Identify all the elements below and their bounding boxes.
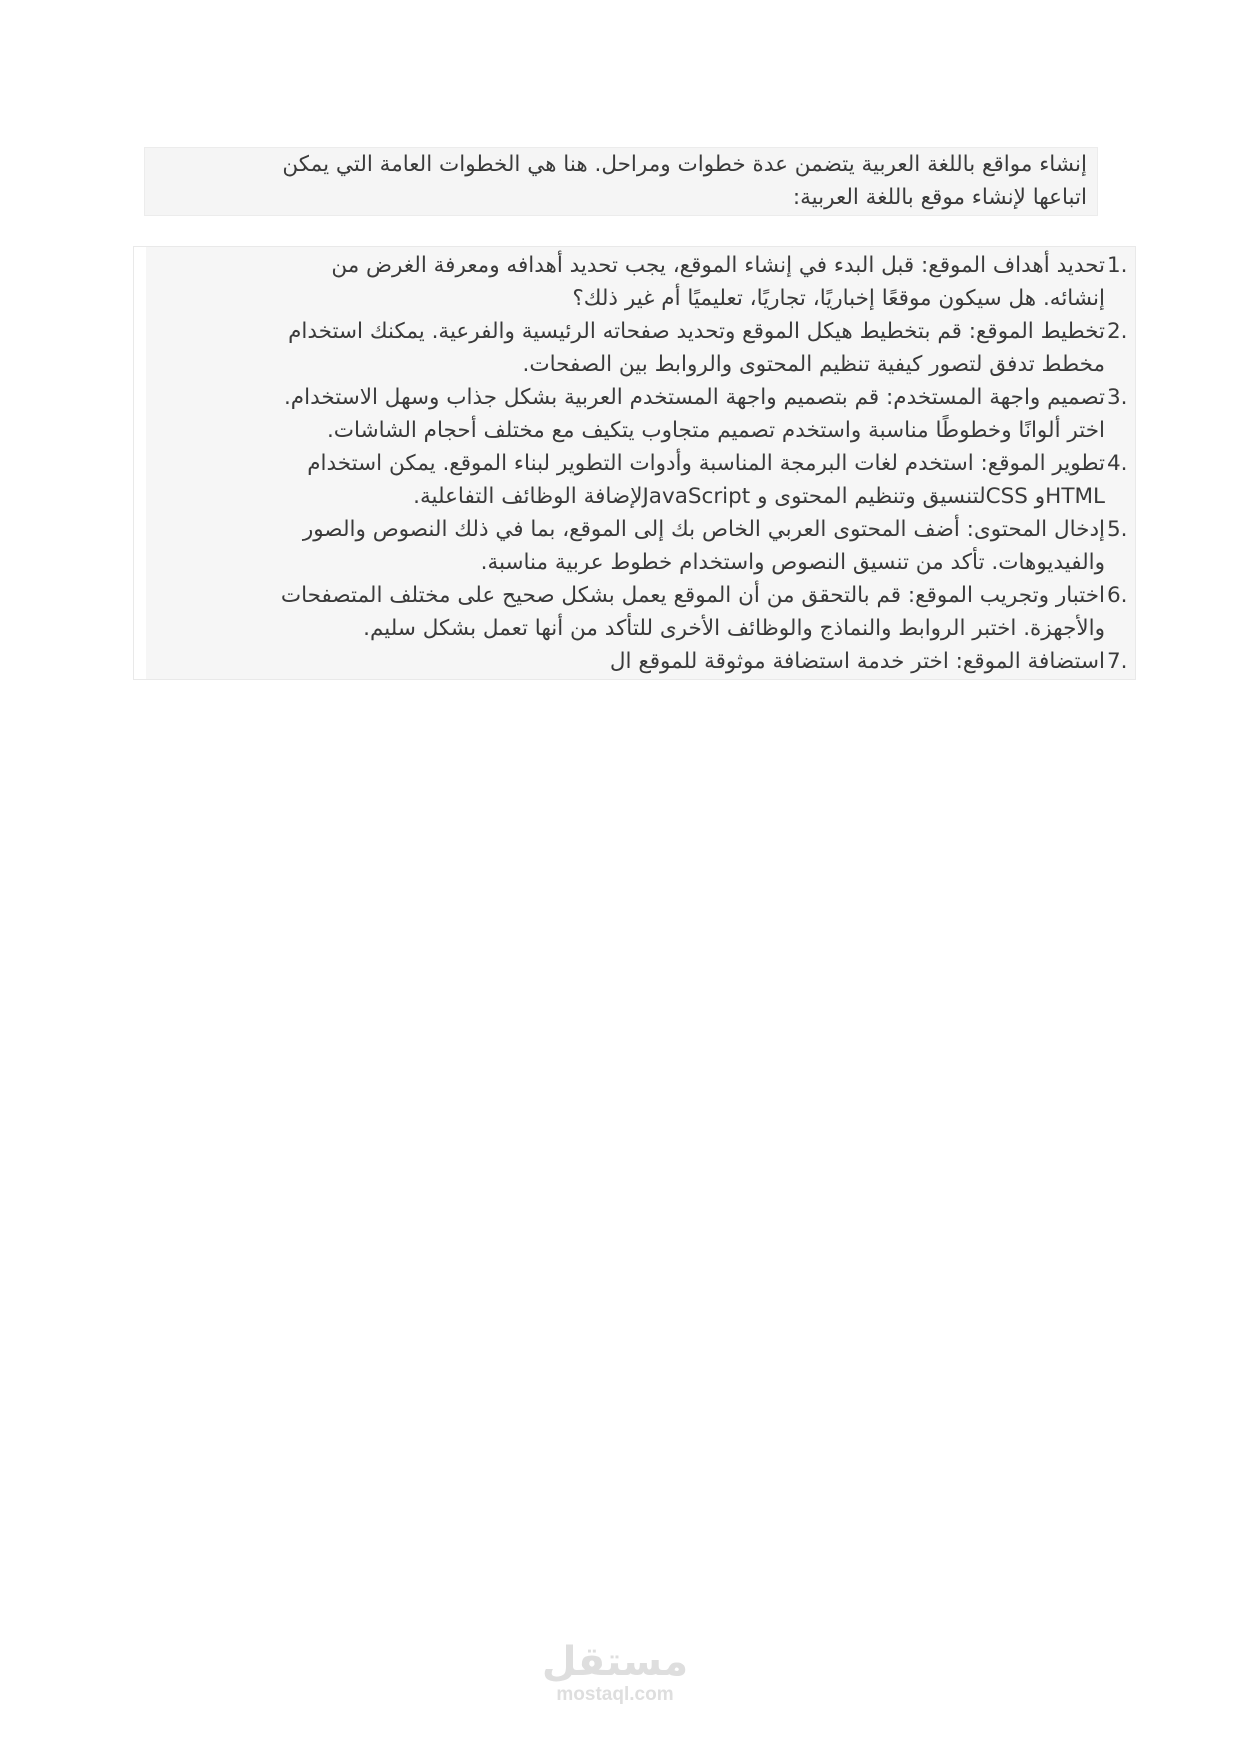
list-marker: 4. [1107, 451, 1128, 476]
list-marker: 6. [1107, 583, 1128, 608]
list-marker: 3. [1107, 385, 1128, 410]
list-item-step-5 [146, 513, 1135, 579]
step-line: والأجهزة. اختبر الروابط والنماذج والوظائف الأخرى للتأكد من أنها تعمل بشكل سليم. [363, 616, 1105, 641]
list-item-step-6 [146, 579, 1135, 645]
step-line: اختبار وتجريب الموقع: قم بالتحقق من أن الموقع يعمل بشكل صحيح على مختلف المتصفحات [280, 583, 1105, 608]
watermark-domain: mostaql.com [556, 1684, 674, 1705]
step-line: مخطط تدفق لتصور كيفية تنظيم المحتوى والروابط بين الصفحات. [522, 352, 1105, 377]
step-line: استضافة الموقع: اختر خدمة استضافة موثوقة للموقع ال [609, 649, 1105, 674]
steps-list-body [146, 247, 1135, 679]
step-line: والفيديوهات. تأكد من تنسيق النصوص واستخدام خطوط عربية مناسبة. [480, 550, 1105, 575]
list-item-step-3 [146, 381, 1135, 447]
list-marker: 1. [1107, 253, 1128, 278]
list-item-step-7 [146, 645, 1135, 678]
step-line: إنشائه. هل سيكون موقعًا إخباريًا، تجاريًا، تعليميًا أم غير ذلك؟ [572, 286, 1105, 311]
intro-line-1: إنشاء مواقع باللغة العربية يتضمن عدة خطوات ومراحل. هنا هي الخطوات العامة التي يمكن [282, 152, 1087, 177]
list-marker: 5. [1107, 517, 1128, 542]
step-line: إدخال المحتوى: أضف المحتوى العربي الخاص بك إلى الموقع، بما في ذلك النصوص والصور [302, 517, 1105, 542]
step-line: HTMLو CSSلتنسيق وتنظيم المحتوى و JavaScriptلإضافة الوظائف التفاعلية. [413, 484, 1105, 509]
step-line: تطوير الموقع: استخدم لغات البرمجة المناسبة وأدوات التطوير لبناء الموقع. يمكن استخدام [307, 451, 1105, 476]
step-line: تخطيط الموقع: قم بتخطيط هيكل الموقع وتحديد صفحاته الرئيسية والفرعية. يمكنك استخدام [288, 319, 1105, 344]
list-item-step-4 [146, 447, 1135, 513]
steps-list [133, 246, 1136, 680]
list-item-step-2 [146, 315, 1135, 381]
step-line: تحديد أهداف الموقع: قبل البدء في إنشاء الموقع، يجب تحديد أهدافه ومعرفة الغرض من [331, 253, 1105, 278]
intro-line-2: اتباعها لإنشاء موقع باللغة العربية: [792, 185, 1087, 210]
intro-paragraph [144, 147, 1098, 216]
step-line: اختر ألوانًا وخطوطًا مناسبة واستخدم تصميم متجاوب يتكيف مع مختلف أحجام الشاشات. [326, 418, 1105, 443]
list-item-step-1 [146, 249, 1135, 315]
step-line: تصميم واجهة المستخدم: قم بتصميم واجهة المستخدم العربية بشكل جذاب وسهل الاستخدام. [283, 385, 1105, 410]
watermark-logo-arabic: مستقل [541, 1639, 689, 1685]
list-marker: 2. [1107, 319, 1128, 344]
list-marker: 7. [1107, 649, 1128, 674]
mostaql-watermark [540, 1640, 690, 1720]
